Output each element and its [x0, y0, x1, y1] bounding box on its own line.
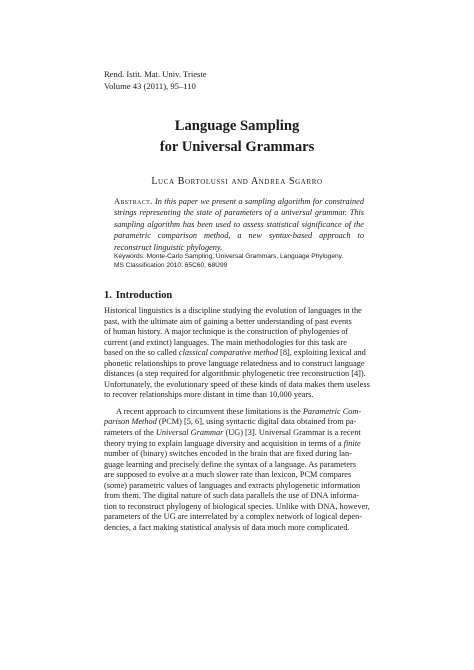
text-span: rameters of the	[104, 428, 156, 438]
emphasis-parametric-comparison: Parametric Com-	[302, 406, 362, 416]
section-number: 1.	[104, 290, 112, 301]
text-line	[104, 407, 370, 418]
abstract-label: Abstract.	[114, 197, 153, 206]
keywords-label: Keywords:	[114, 253, 145, 260]
text-line: Historical linguistics is a discipline studying the evolution of languages in the	[104, 306, 362, 315]
section-body	[104, 306, 370, 533]
paper-title-line-2: for Universal Grammars	[159, 139, 315, 155]
text-line	[104, 348, 370, 359]
abstract-text: In this paper we present a sampling algorithm for constrained strings representing the state of parameters of a universal grammar. This sampling algorithm has been used to assess statistical significance of the parametric comparison method, a new syntax-based approach to reconstruct linguistic phylogeny.	[114, 197, 364, 252]
ms-classification-text: 65C60, 68U99	[184, 262, 228, 269]
emphasis-finite: finite	[343, 438, 361, 448]
text-line: phonetic relationships to prove language relatedness and to construct language	[104, 358, 365, 368]
text-line: are supposed to evolve at a much slower rate than lexicon, PCM compares	[104, 470, 352, 480]
emphasis-classical-comparative-method: classical comparative method	[178, 348, 278, 358]
text-span: based on the so called	[104, 348, 179, 358]
text-line: Unfortunately, the evolutionary speed of these kinds of data makes them useless	[104, 379, 370, 389]
paper-title	[0, 116, 474, 158]
text-span: (UG) [3]. Universal Grammar is a recent	[223, 428, 361, 438]
text-span: A recent approach to circumvent these limitations is the	[116, 406, 303, 416]
ms-classification-label: MS Classification 2010:	[114, 262, 183, 269]
text-line	[104, 417, 370, 428]
text-line: past, with the ultimate aim of gaining a better understanding of past events	[104, 316, 352, 326]
section-title: Introduction	[115, 290, 173, 301]
emphasis-universal-grammar: Universal Grammar	[155, 428, 224, 438]
abstract	[114, 196, 364, 253]
text-line: number of (binary) switches encoded in the brain that are fixed during lan-	[104, 449, 352, 459]
text-line: parameters of the UG are interrelated by a complex network of logical depen-	[104, 512, 363, 522]
paper-authors: Luca Bortolussi and Andrea Sgarro	[151, 176, 323, 187]
text-line: guage learning and precisely define the syntax of a language. As parameters	[104, 459, 357, 469]
text-span: (PCM) [5, 6], using syntactic digital data obtained from pa-	[156, 417, 357, 427]
keywords	[114, 252, 374, 261]
text-span: theory trying to explain language diversity and acquisition in terms of a	[104, 438, 344, 448]
text-line	[104, 428, 370, 439]
emphasis-parison-method: parison Method	[104, 417, 157, 427]
paragraph-1	[104, 306, 370, 401]
text-line: dencies, a fact making statistical analysis of data much more complicated.	[104, 522, 350, 532]
paragraph-2	[104, 407, 370, 534]
text-line: distances (a step required for algorithmic phylogenetic tree reconstruction [4]).	[104, 369, 366, 379]
journal-header	[104, 68, 207, 92]
text-line: (some) parametric values of languages and extracts phylogenetic information	[104, 480, 361, 490]
keywords-text: Monte-Carlo Sampling, Universal Grammars, Language Phylogeny.	[146, 253, 344, 260]
journal-name: Rend. Istit. Mat. Univ. Trieste	[104, 69, 207, 79]
text-line: of human history. A major technique is the construction of phylogenies of	[104, 327, 349, 337]
paper-title-line-1: Language Sampling	[174, 118, 300, 134]
text-line: tion to reconstruct phylogeny of biological species. Unlike with DNA, however,	[104, 501, 370, 511]
section-heading	[104, 290, 176, 301]
text-line: current (and extinct) languages. The main methodologies for this task are	[104, 337, 347, 347]
text-line	[104, 439, 370, 450]
journal-volume: Volume 43 (2011), 95–110	[104, 81, 196, 91]
ms-classification	[114, 261, 374, 270]
text-line: to recover relationships more distant in time than 10,000 years.	[104, 390, 314, 400]
text-line: from them. The digital nature of such data parallels the use of DNA informa-	[104, 491, 360, 501]
paper-metadata	[114, 252, 374, 270]
text-span: [8], exploiting lexical and	[277, 348, 366, 358]
